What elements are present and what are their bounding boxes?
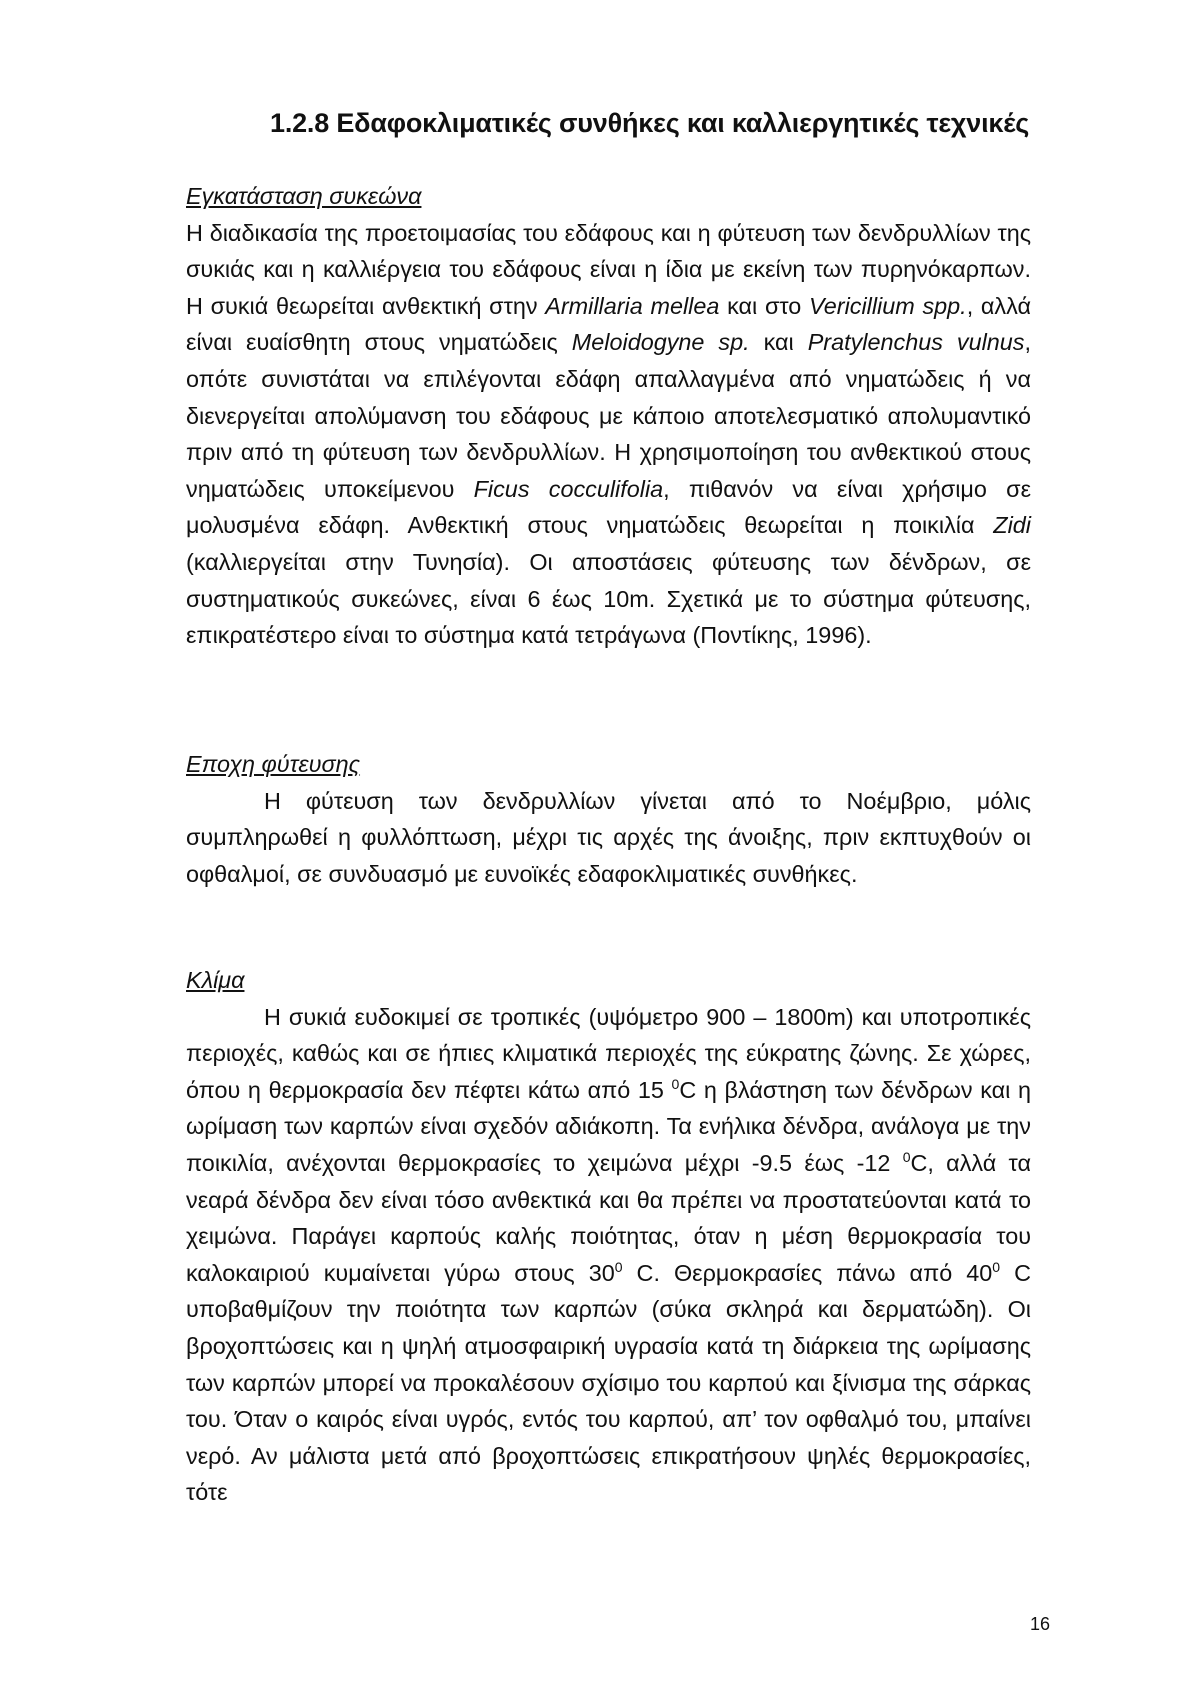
installation-paragraph: Η διαδικασία της προετοιμασίας του εδάφους και η φύτευση των δενδρυλλίων της συκιάς και η καλλιέργεια του εδάφους είναι η ίδια με εκείνη των πυρηνόκαρπων. Η συκιά θεωρείται ανθεκτική στην Armillaria mellea και στο Vericillium spp., αλλά είναι ευαίσθητη στους νηματώδεις Meloidogyne sp. και Pratylenchus vulnus, οπότε συνιστάται να επιλέγονται εδάφη απαλλαγμένα από νηματώδεις ή να διενεργείται απολύμανση του εδάφους με κάποιο αποτελεσματικό απολυμαντικό πριν από τη φύτευση των δενδρυλλίων. Η χρησιμοποίηση του ανθεκτικού στους νηματώδεις υποκείμενου Ficus cocculifolia, πιθανόν να είναι χρήσιμο σε μολυσμένα εδάφη. Ανθεκτική στους νηματώδεις θεωρείται η ποικιλία Zidi (καλλιεργείται στην Τυνησία). Οι αποστάσεις φύτευσης των δένδρων, σε συστηματικούς συκεώνες, είναι 6 έως 10m. Σχετικά με το σύστημα φύτευσης, επικρατέστερο είναι το σύστημα κατά τετράγωνα (Ποντίκης, 1996). <box>186 219 1032 649</box>
climate-subheading: Κλίμα <box>186 967 245 993</box>
page-number: 16 <box>1030 1614 1051 1634</box>
section-heading: 1.2.8 Εδαφοκλιματικές συνθήκες και καλλιεργητικές τεχνικές <box>270 108 1030 138</box>
species-name: Ficus cocculifolia <box>473 475 664 502</box>
climate-section <box>186 962 1031 1511</box>
variety-name: Zidi <box>993 512 1031 539</box>
species-name: Armillaria mellea <box>545 292 720 319</box>
installation-section <box>186 178 1031 654</box>
degree-superscript: 0 <box>992 1258 1001 1275</box>
degree-superscript: 0 <box>671 1075 680 1092</box>
species-name: Vericillium spp. <box>809 292 967 319</box>
installation-subheading: Εγκατάσταση συκεώνα <box>186 183 422 209</box>
degree-superscript: 0 <box>902 1149 911 1166</box>
planting-season-subheading: Εποχη φύτευσης <box>186 751 361 777</box>
species-name: Pratylenchus vulnus <box>807 329 1025 356</box>
planting-season-section <box>186 746 1031 892</box>
degree-superscript: 0 <box>614 1258 623 1275</box>
species-name: Meloidogyne sp. <box>571 329 750 356</box>
climate-paragraph: Η συκιά ευδοκιμεί σε τροπικές (υψόμετρο 900 – 1800m) και υποτροπικές περιοχές, καθώς και σε ήπιες κλιματικά περιοχές της εύκρατης ζώνης. Σε χώρες, όπου η θερμοκρασία δεν πέφτει κάτω από 15 $^0$C η βλάστηση των δένδρων και η ωρίμαση των καρπών είναι σχεδόν αδιάκοπη. Τα ενήλικα δένδρα, ανάλογα με την ποικιλία, ανέχονται θερμοκρασίες το χειμώνα μέχρι -9.5 έως -12 $^0$C, αλλά τα νεαρά δένδρα δεν είναι τόσο ανθεκτικά και θα πρέπει να προστατεύονται κατά το χειμώνα. Παράγει καρπούς καλής ποιότητας, όταν η μέση θερμοκρασία του καλοκαιριού κυμαίνεται γύρω στους $30^0$ C. Θερμοκρασίες πάνω από $40^0$ C υποβαθμίζουν την ποιότητα των καρπών (σύκα σκληρά και δερματώδη). Οι βροχοπτώσεις και η ψηλή ατμοσφαιρική υγρασία κατά τη διάρκεια της ωρίμασης των καρπών μπορεί να προκαλέσουν σχίσιμο του καρπού και ξίνισμα της σάρκας του. Όταν ο καιρός είναι υγρός, εντός του καρπού, απ’ τον οφθαλμό του, μπαίνει νερό. Αν μάλιστα μετά από βροχοπτώσεις επικρατήσουν ψηλές θερμοκρασίες, τότε <box>186 1003 1031 1506</box>
planting-season-paragraph: Η φύτευση των δενδρυλλίων γίνεται από το Νοέμβριο, μόλις συμπληρωθεί η φυλλόπτωση, μέχρι τις αρχές της άνοιξης, πριν εκπτυχθούν οι οφθαλμοί, σε συνδυασμό με ευνοϊκές εδαφοκλιματικές συνθήκες. <box>186 787 1031 887</box>
